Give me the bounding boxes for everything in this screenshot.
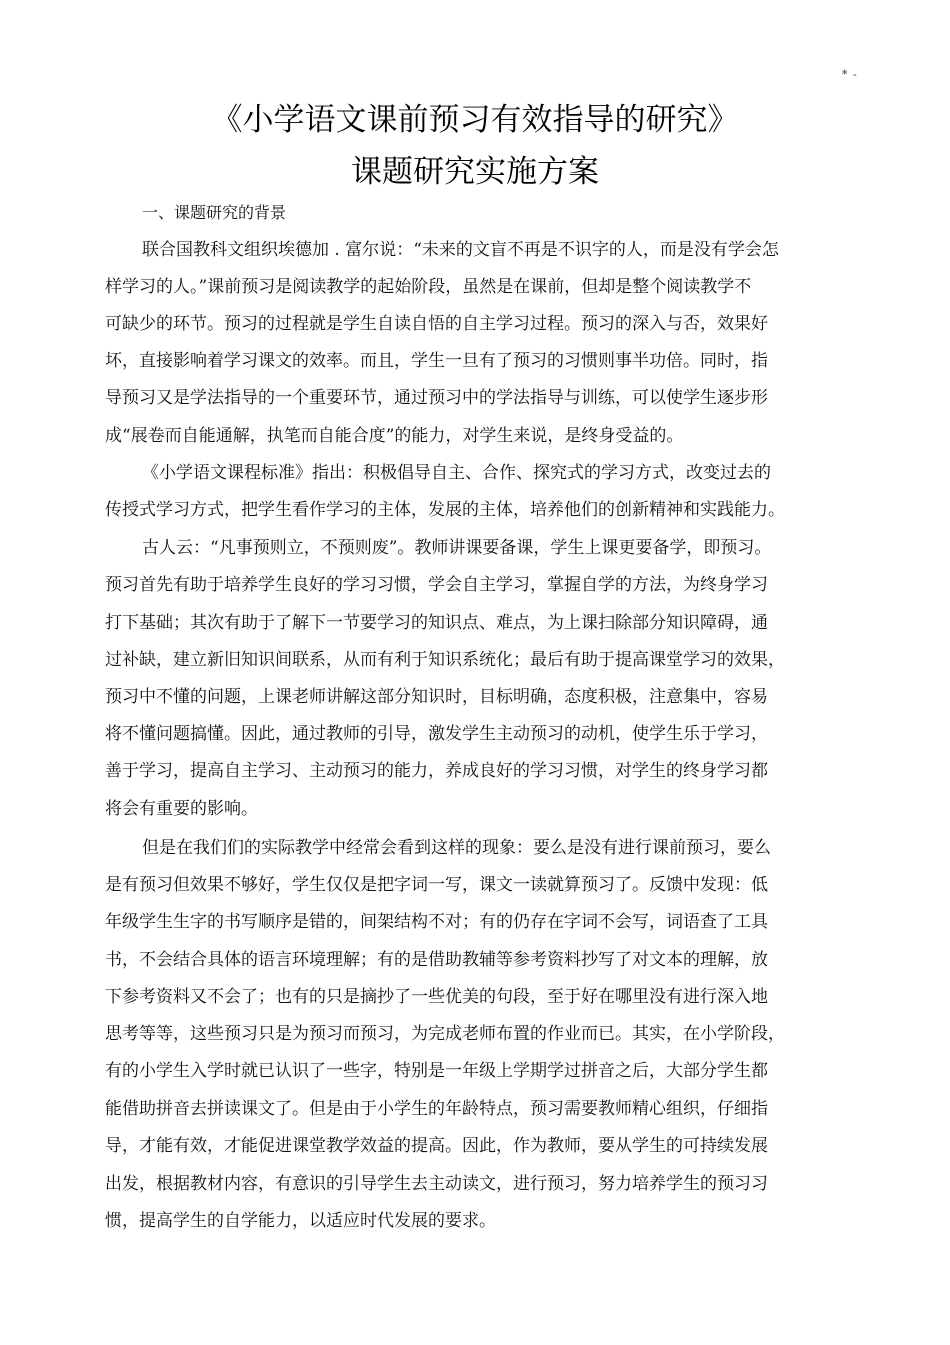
text-line: 预习首先有助于培养学生良好的学习习惯，学会自主学习，掌握自学的方法，为终身学习 [105,575,768,595]
page-corner-mark: * - [842,68,858,81]
text-line: 坏，直接影响着学习课文的效率。而且，学生一旦有了预习的习惯则事半功倍。同时，指 [105,351,768,371]
text-line: 古人云：“凡事预则立，不预则废”。教师讲课要备课，学生上课更要备学，即预习。 [142,538,772,558]
text-line: 导，才能有效，才能促进课堂教学效益的提高。因此，作为教师，要从学生的可持续发展 [105,1136,768,1156]
text-line: 善于学习，提高自主学习、主动预习的能力，养成良好的学习习惯，对学生的终身学习都 [105,761,768,781]
text-line: 可缺少的环节。预习的过程就是学生自读自悟的自主学习过程。预习的深入与否，效果好 [105,314,768,334]
text-line: 能借助拼音去拼读课文了。但是由于小学生的年龄特点，预习需要教师精心组织，仔细指 [105,1099,768,1119]
text-line: 预习中不懂的问题，上课老师讲解这部分知识时，目标明确，态度积极，注意集中，容易 [105,687,768,707]
text-line: 打下基础；其次有助于了解下一节要学习的知识点、难点，为上课扫除部分知识障碍，通 [105,613,768,633]
text-line: 联合国教科文组织埃德加 . 富尔说：“未来的文盲不再是不识字的人，而是没有学会怎 [142,240,779,260]
text-line: 导预习又是学法指导的一个重要环节，通过预习中的学法指导与训练，可以使学生逐步形 [105,388,768,408]
text-line: 有的小学生入学时就已认识了一些字，特别是一年级上学期学过拼音之后，大部分学生都 [105,1061,768,1081]
text-line: 年级学生生字的书写顺序是错的，间架结构不对；有的仍存在字词不会写，词语查了工具 [105,912,768,932]
text-line: 是有预习但效果不够好，学生仅仅是把字词一写，课文一读就算预习了。反馈中发现：低 [105,875,768,895]
text-line: 《小学语文课程标准》指出：积极倡导自主、合作、探究式的学习方式，改变过去的 [142,463,771,483]
text-line: 惯，提高学生的自学能力，以适应时代发展的要求。 [105,1211,496,1231]
text-line: 过补缺，建立新旧知识间联系，从而有利于知识系统化；最后有助于提高课堂学习的效果， [105,650,785,670]
document-title-line-2: 课题研究实施方案 [351,154,599,190]
text-line: 将不懂问题搞懂。因此，通过教师的引导，激发学生主动预习的动机，使学生乐于学习， [105,724,768,744]
text-line: 下参考资料又不会了；也有的只是摘抄了一些优美的句段，至于好在哪里没有进行深入地 [105,987,768,1007]
section-heading: 一、课题研究的背景 [142,203,287,222]
document-title-line-1: 《小学语文课前预习有效指导的研究》 [211,102,739,138]
text-line: 样学习的人。”课前预习是阅读教学的起始阶段，虽然是在课前，但却是整个阅读教学不 [105,277,752,297]
text-line: 出发，根据教材内容，有意识的引导学生去主动读文，进行预习，努力培养学生的预习习 [105,1174,768,1194]
text-line: 思考等等，这些预习只是为预习而预习，为完成老师布置的作业而已。其实，在小学阶段， [105,1024,785,1044]
text-line: 但是在我们们的实际教学中经常会看到这样的现象：要么是没有进行课前预习，要么 [142,838,771,858]
text-line: 传授式学习方式，把学生看作学习的主体，发展的主体，培养他们的创新精神和实践能力。 [105,500,785,520]
text-line: 成“展卷而自能通解，执笔而自能合度”的能力，对学生来说，是终身受益的。 [105,426,684,446]
text-line: 书，不会结合具体的语言环境理解；有的是借助教辅等参考资料抄写了对文本的理解，放 [105,950,768,970]
text-line: 将会有重要的影响。 [105,799,258,819]
